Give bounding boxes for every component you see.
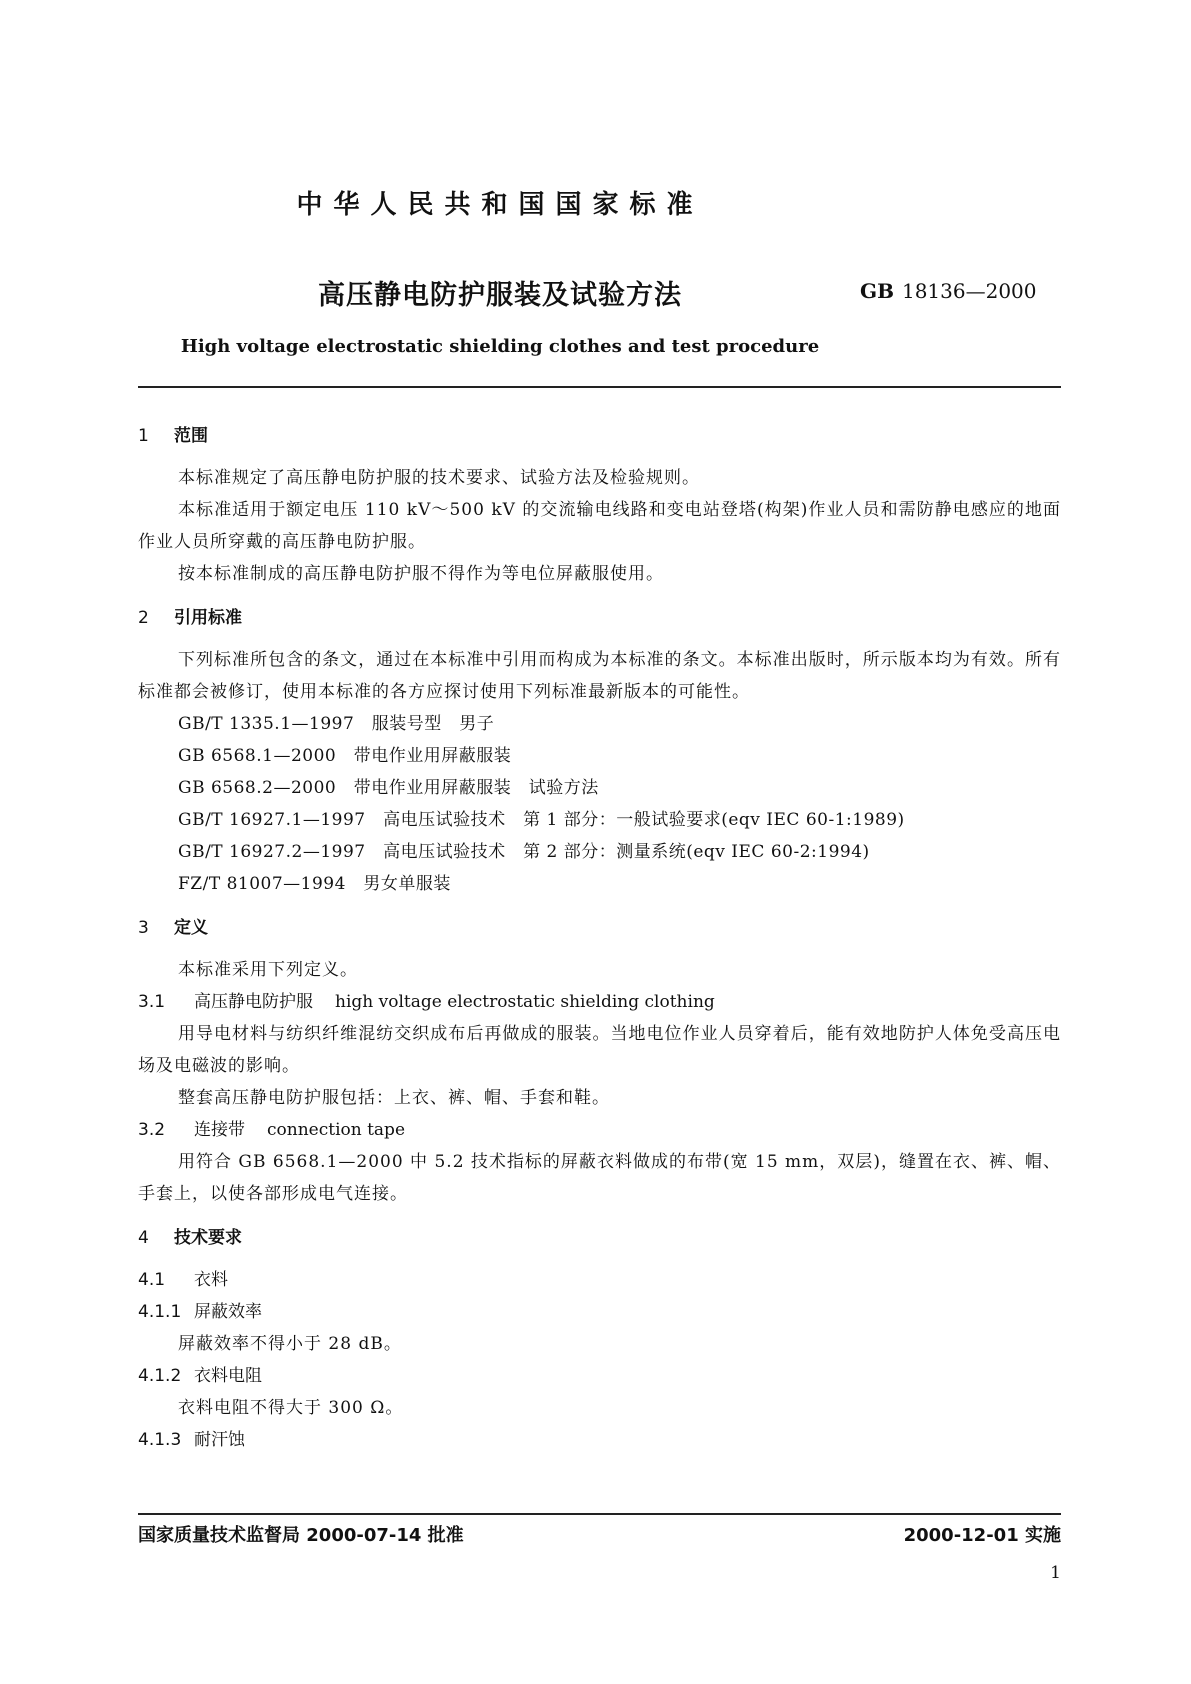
section-heading-3: 3 定义: [138, 918, 208, 938]
effective-date: 2000-12-01 实施: [903, 1525, 1061, 1546]
paragraph: 下列标准所包含的条文，通过在本标准中引用而构成为本标准的条文。本标准出版时，所示版本均为有效。所有标准都会被修订，使用本标准的各方应探讨使用下列标准最新版本的可能性。: [138, 650, 1061, 702]
standard-prefix: GB: [860, 279, 894, 303]
section-heading-4: 4 技术要求: [138, 1228, 242, 1248]
paragraph: 本标准适用于额定电压 110 kV～500 kV 的交流输电线路和变电站登塔(构架)作业人员和需防静电感应的地面作业人员所穿戴的高压静电防护服。: [138, 500, 1061, 552]
definition-heading-3-2: 3.2 连接带 connection tape: [138, 1120, 406, 1140]
paragraph: 衣料电阻不得大于 300 Ω。: [178, 1398, 404, 1418]
standard-code: 18136—2000: [901, 279, 1037, 303]
subsection-heading-4-1: 4.1 衣料: [138, 1270, 228, 1290]
paragraph: 本标准采用下列定义。: [178, 960, 358, 980]
reference-item: FZ/T 81007—1994 男女单服装: [178, 874, 451, 894]
definition-heading-3-1: 3.1 高压静电防护服 high voltage electrostatic shielding clothing: [138, 992, 715, 1012]
subsection-heading-4-1-2: 4.1.2 衣料电阻: [138, 1366, 262, 1386]
subsection-heading-4-1-3: 4.1.3 耐汗蚀: [138, 1430, 245, 1450]
document-title: 高压静电防护服装及试验方法: [318, 280, 682, 311]
reference-item: GB 6568.2—2000 带电作业用屏蔽服装 试验方法: [178, 778, 599, 798]
header-divider: [138, 386, 1061, 388]
document-body: [138, 426, 1061, 1456]
reference-item: GB 6568.1—2000 带电作业用屏蔽服装: [178, 746, 512, 766]
paragraph: 用符合 GB 6568.1—2000 中 5.2 技术指标的屏蔽衣料做成的布带(宽 15 mm，双层)，缝置在衣、裤、帽、手套上，以使各部形成电气连接。: [138, 1152, 1061, 1204]
standard-number: [860, 279, 1037, 303]
reference-item: GB/T 16927.2—1997 高电压试验技术 第 2 部分：测量系统(eqv IEC 60-2:1994): [178, 842, 870, 862]
footer-divider: [138, 1513, 1061, 1515]
approval-info: 国家质量技术监督局 2000-07-14 批准: [138, 1525, 464, 1546]
national-standard-title: 中华人民共和国国家标准: [296, 190, 704, 220]
subsection-heading-4-1-1: 4.1.1 屏蔽效率: [138, 1302, 262, 1322]
paragraph: 用导电材料与纺织纤维混纺交织成布后再做成的服装。当地电位作业人员穿着后，能有效地防护人体免受高压电场及电磁波的影响。: [138, 1024, 1061, 1076]
section-heading-2: 2 引用标准: [138, 608, 242, 628]
section-heading-1: 1 范围: [138, 426, 208, 446]
english-title: High voltage electrostatic shielding clothes and test procedure: [180, 336, 820, 357]
paragraph: 按本标准制成的高压静电防护服不得作为等电位屏蔽服使用。: [178, 564, 664, 584]
reference-item: GB/T 1335.1—1997 服装号型 男子: [178, 714, 495, 734]
page-number: 1: [1050, 1563, 1061, 1583]
paragraph: 整套高压静电防护服包括：上衣、裤、帽、手套和鞋。: [178, 1088, 610, 1108]
paragraph: 本标准规定了高压静电防护服的技术要求、试验方法及检验规则。: [178, 468, 700, 488]
reference-item: GB/T 16927.1—1997 高电压试验技术 第 1 部分：一般试验要求(eqv IEC 60-1:1989): [178, 810, 905, 830]
paragraph: 屏蔽效率不得小于 28 dB。: [178, 1334, 402, 1354]
